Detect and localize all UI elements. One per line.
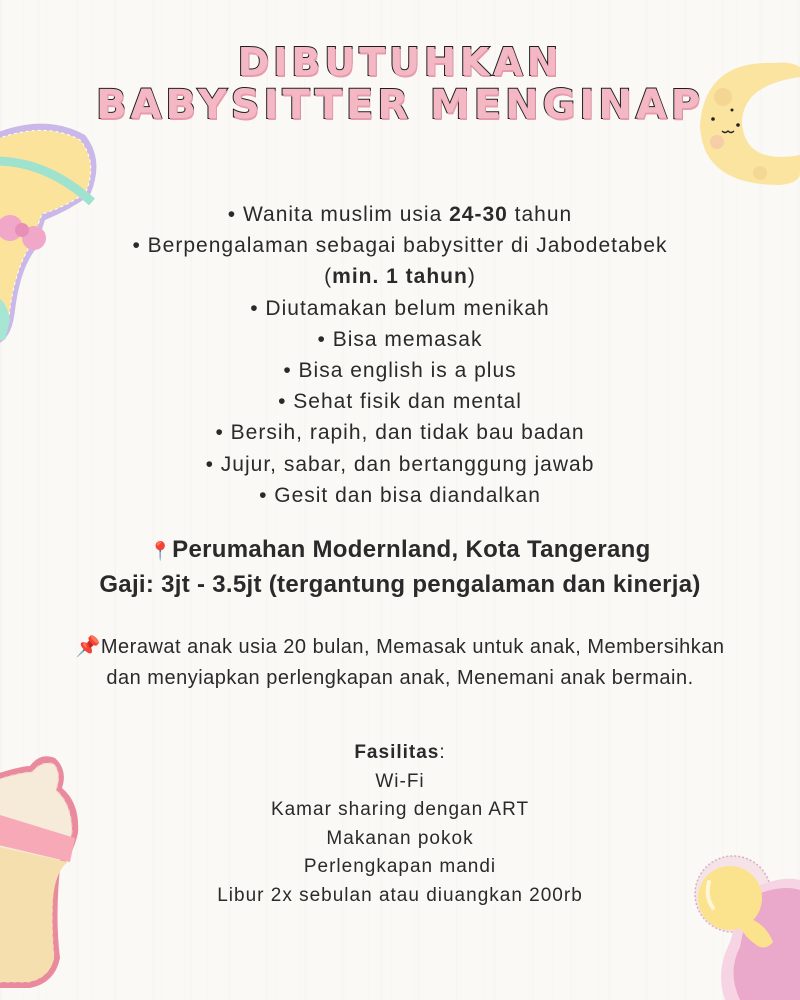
duties-paragraph: 📌Merawat anak usia 20 bulan, Memasak untuk anak, Membersihkan dan menyiapkan perlengkapan anak, Menemani anak bermain.	[75, 636, 725, 689]
requirement-item: • Jujur, sabar, dan bertanggung jawab	[205, 452, 595, 476]
pushpin-icon: 📌	[75, 636, 101, 658]
headline-line-1: DIBUTUHKAN	[237, 40, 563, 84]
requirement-item: • Bisa memasak	[317, 327, 483, 351]
facility-item: Perlengkapan mandi	[303, 856, 497, 877]
facilities-list	[0, 739, 800, 910]
requirement-item: • Bisa english is a plus	[283, 359, 517, 383]
requirement-item: • Gesit dan bisa diandalkan	[259, 483, 541, 507]
requirement-item: • Sehat fisik dan mental	[278, 390, 522, 414]
location-line: 📍Perumahan Modernland, Kota Tangerang	[149, 536, 651, 563]
requirement-item: (min. 1 tahun)	[324, 265, 476, 289]
requirement-item: • Berpengalaman sebagai babysitter di Jabodetabek	[132, 234, 668, 258]
requirement-item: • Wanita muslim usia 24-30 tahun	[227, 203, 573, 226]
facility-item: Libur 2x sebulan atau diuangkan 200rb	[217, 884, 583, 906]
requirement-item: • Diutamakan belum menikah	[250, 296, 550, 320]
requirement-item: • Bersih, rapih, dan tidak bau badan	[215, 421, 585, 445]
location-salary-block	[0, 533, 800, 602]
headline-line-2: BABYSITTER MENGINAP	[95, 82, 704, 128]
facility-item: Makanan pokok	[326, 827, 474, 849]
facility-item: Wi-Fi	[375, 770, 425, 792]
facilities-heading: Fasilitas:	[354, 742, 446, 763]
facility-item: Kamar sharing dengan ART	[270, 799, 530, 820]
salary-line: Gaji: 3jt - 3.5jt (tergantung pengalaman dan kinerja)	[99, 571, 701, 598]
location-pin-icon: 📍	[149, 541, 173, 561]
requirements-list	[0, 199, 800, 511]
